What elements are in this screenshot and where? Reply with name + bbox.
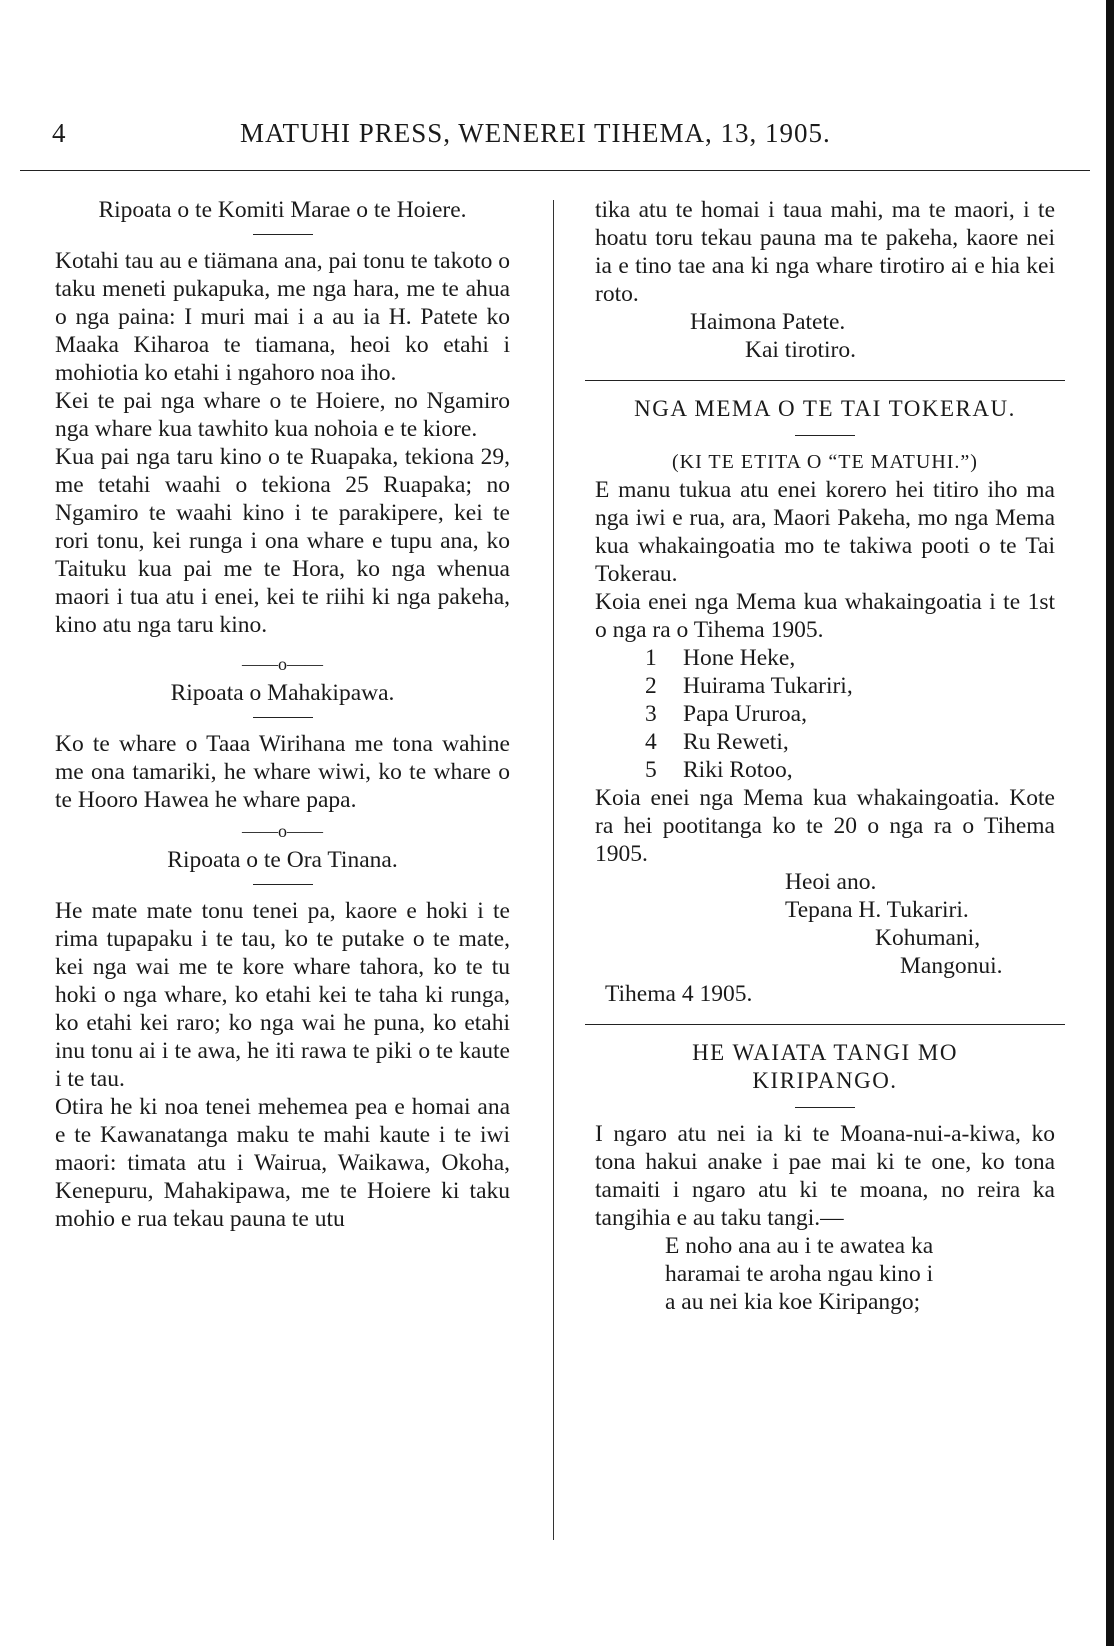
header-rule — [20, 170, 1090, 171]
letter-date: Tihema 4 1905. — [605, 981, 753, 1007]
short-rule — [253, 884, 313, 885]
page-header — [0, 118, 1114, 158]
list-item: 3 Papa Ururoa, — [645, 701, 807, 727]
paragraph: Koia enei nga Mema kua whakaingoatia i te 1st o nga ra o Tihema 1905. — [595, 589, 1055, 643]
section-subtitle: (KI TE ETITA O “TE MATUHI.”) — [672, 451, 978, 473]
separator: ——o—— — [242, 821, 323, 841]
list-item: 1 Hone Heke, — [645, 645, 796, 671]
signature-line: Heoi ano. — [785, 869, 877, 895]
paragraph: Ko te whare o Taaa Wirihana me tona wahine me ona tamariki, he whare wiwi, ko te whare o te Hooro Hawea he whare papa. — [55, 731, 510, 813]
section-title-nga-mema: NGA MEMA O TE TAI TOKERAU. — [634, 396, 1016, 421]
masthead: MATUHI PRESS, WENEREI TIHEMA, 13, 1905. — [240, 118, 831, 148]
signature-name: Haimona Patete. — [690, 309, 846, 335]
paragraph: Kotahi tau au e tiämana ana, pai tonu te takoto o taku meneti pukapuka, me nga hara, me te ahua o nga paina: I muri mai i a au ia H. Patete ko Maaka Kiharoa te tiamana, heoi ko etahi i mohiotia ko etahi i ngahoro noa iho. — [55, 248, 510, 386]
right-column — [595, 196, 1055, 1316]
list-item: 4 Ru Reweti, — [645, 729, 789, 755]
paragraph: Kei te pai nga whare o te Hoiere, no Ngamiro nga whare kua tawhito kua nohoia e te kiore. — [55, 388, 510, 442]
column-divider — [553, 200, 554, 1540]
signature-place: Kohumani, — [875, 925, 981, 951]
separator: ——o—— — [242, 654, 323, 674]
paragraph: Otira he ki noa tenei mehemea pea e homai ana e te Kawanatanga maku te mahi kaute i te iwi maori: timata atu i Wairua, Waikawa, Okoha, Kenepuru, Mahakipawa, me te Hoiere ki taku mohio e rua tekau pauna te utu — [55, 1094, 510, 1232]
member-list — [595, 644, 1055, 784]
paragraph: I ngaro atu nei ia ki te Moana-nui-a-kiwa, ko tona hakui anake i pae mai ki te one, ko tona tamaiti i ngaro atu ki te moana, no reira ka tangihia e au taku tangi.— — [595, 1121, 1055, 1231]
paragraph: tika atu te homai i taua mahi, ma te maori, i te hoatu toru tekau pauna ma te pakeha, kaore nei ia e tino tae ana ki nga whare tirotiro ai e hia kei roto. — [595, 197, 1055, 307]
left-column — [55, 196, 510, 1233]
section-rule — [585, 1024, 1065, 1025]
short-rule — [795, 1107, 855, 1108]
signature-name: Tepana H. Tukariri. — [785, 897, 969, 923]
paragraph: He mate mate tonu tenei pa, kaore e hoki i te rima tupapaku i te tau, ko te putake o te mate, kei nga wai me te kore whare tahora, ko te tu hoki o nga whare, ko etahi kei te taha ki runga, ko etahi kei raro; ko nga wai he puna, ko etahi inu tonu ai i te awa, he iti rawa te piki o te kaute i te tau. — [55, 898, 510, 1092]
paragraph: Koia enei nga Mema kua whakaingoatia. Kote ra hei pootitanga ko te 20 o nga ra o Tihema 1905. — [595, 785, 1055, 867]
poem-line: E noho ana au i te awatea ka — [665, 1233, 934, 1259]
list-item: 5 Riki Rotoo, — [645, 757, 793, 783]
section-rule — [585, 380, 1065, 381]
page-edge-border — [1106, 0, 1114, 1646]
short-rule — [253, 717, 313, 718]
section-title-waiata: HE WAIATA TANGI MO KIRIPANGO. — [692, 1040, 958, 1093]
section-title-komiti-marae: Ripoata o te Komiti Marae o te Hoiere. — [98, 197, 467, 223]
signature-title: Kai tirotiro. — [745, 337, 856, 363]
poem-line: a au nei kia koe Kiripango; — [665, 1289, 921, 1315]
paragraph: Kua pai nga taru kino o te Ruapaka, tekiona 29, me tetahi waahi o tekiona 25 Ruapaka; no Ngamiro te waahi kino i te parakipere, kei te rori tonu, kei runga i ona whare e tupu ana, ko Taituku kua pai me te Hora, ko nga whenua maori i tua atu i enei, kei te riihi ki nga pakeha, kino atu nga taru kino. — [55, 444, 510, 638]
section-title-mahakipawa: Ripoata o Mahakipawa. — [170, 680, 395, 706]
section-title-ora-tinana: Ripoata o te Ora Tinana. — [167, 847, 398, 873]
short-rule — [253, 234, 313, 235]
paragraph: E manu tukua atu enei korero hei titiro iho ma nga iwi e rua, ara, Maori Pakeha, mo nga Mema kua whakaingoatia mo te takiwa pooti o te Tai Tokerau. — [595, 477, 1055, 587]
list-item: 2 Huirama Tukariri, — [645, 673, 853, 699]
page-number: 4 — [52, 118, 66, 148]
poem-line: haramai te aroha ngau kino i — [665, 1261, 934, 1287]
signature-place: Mangonui. — [900, 953, 1003, 979]
short-rule — [795, 435, 855, 436]
